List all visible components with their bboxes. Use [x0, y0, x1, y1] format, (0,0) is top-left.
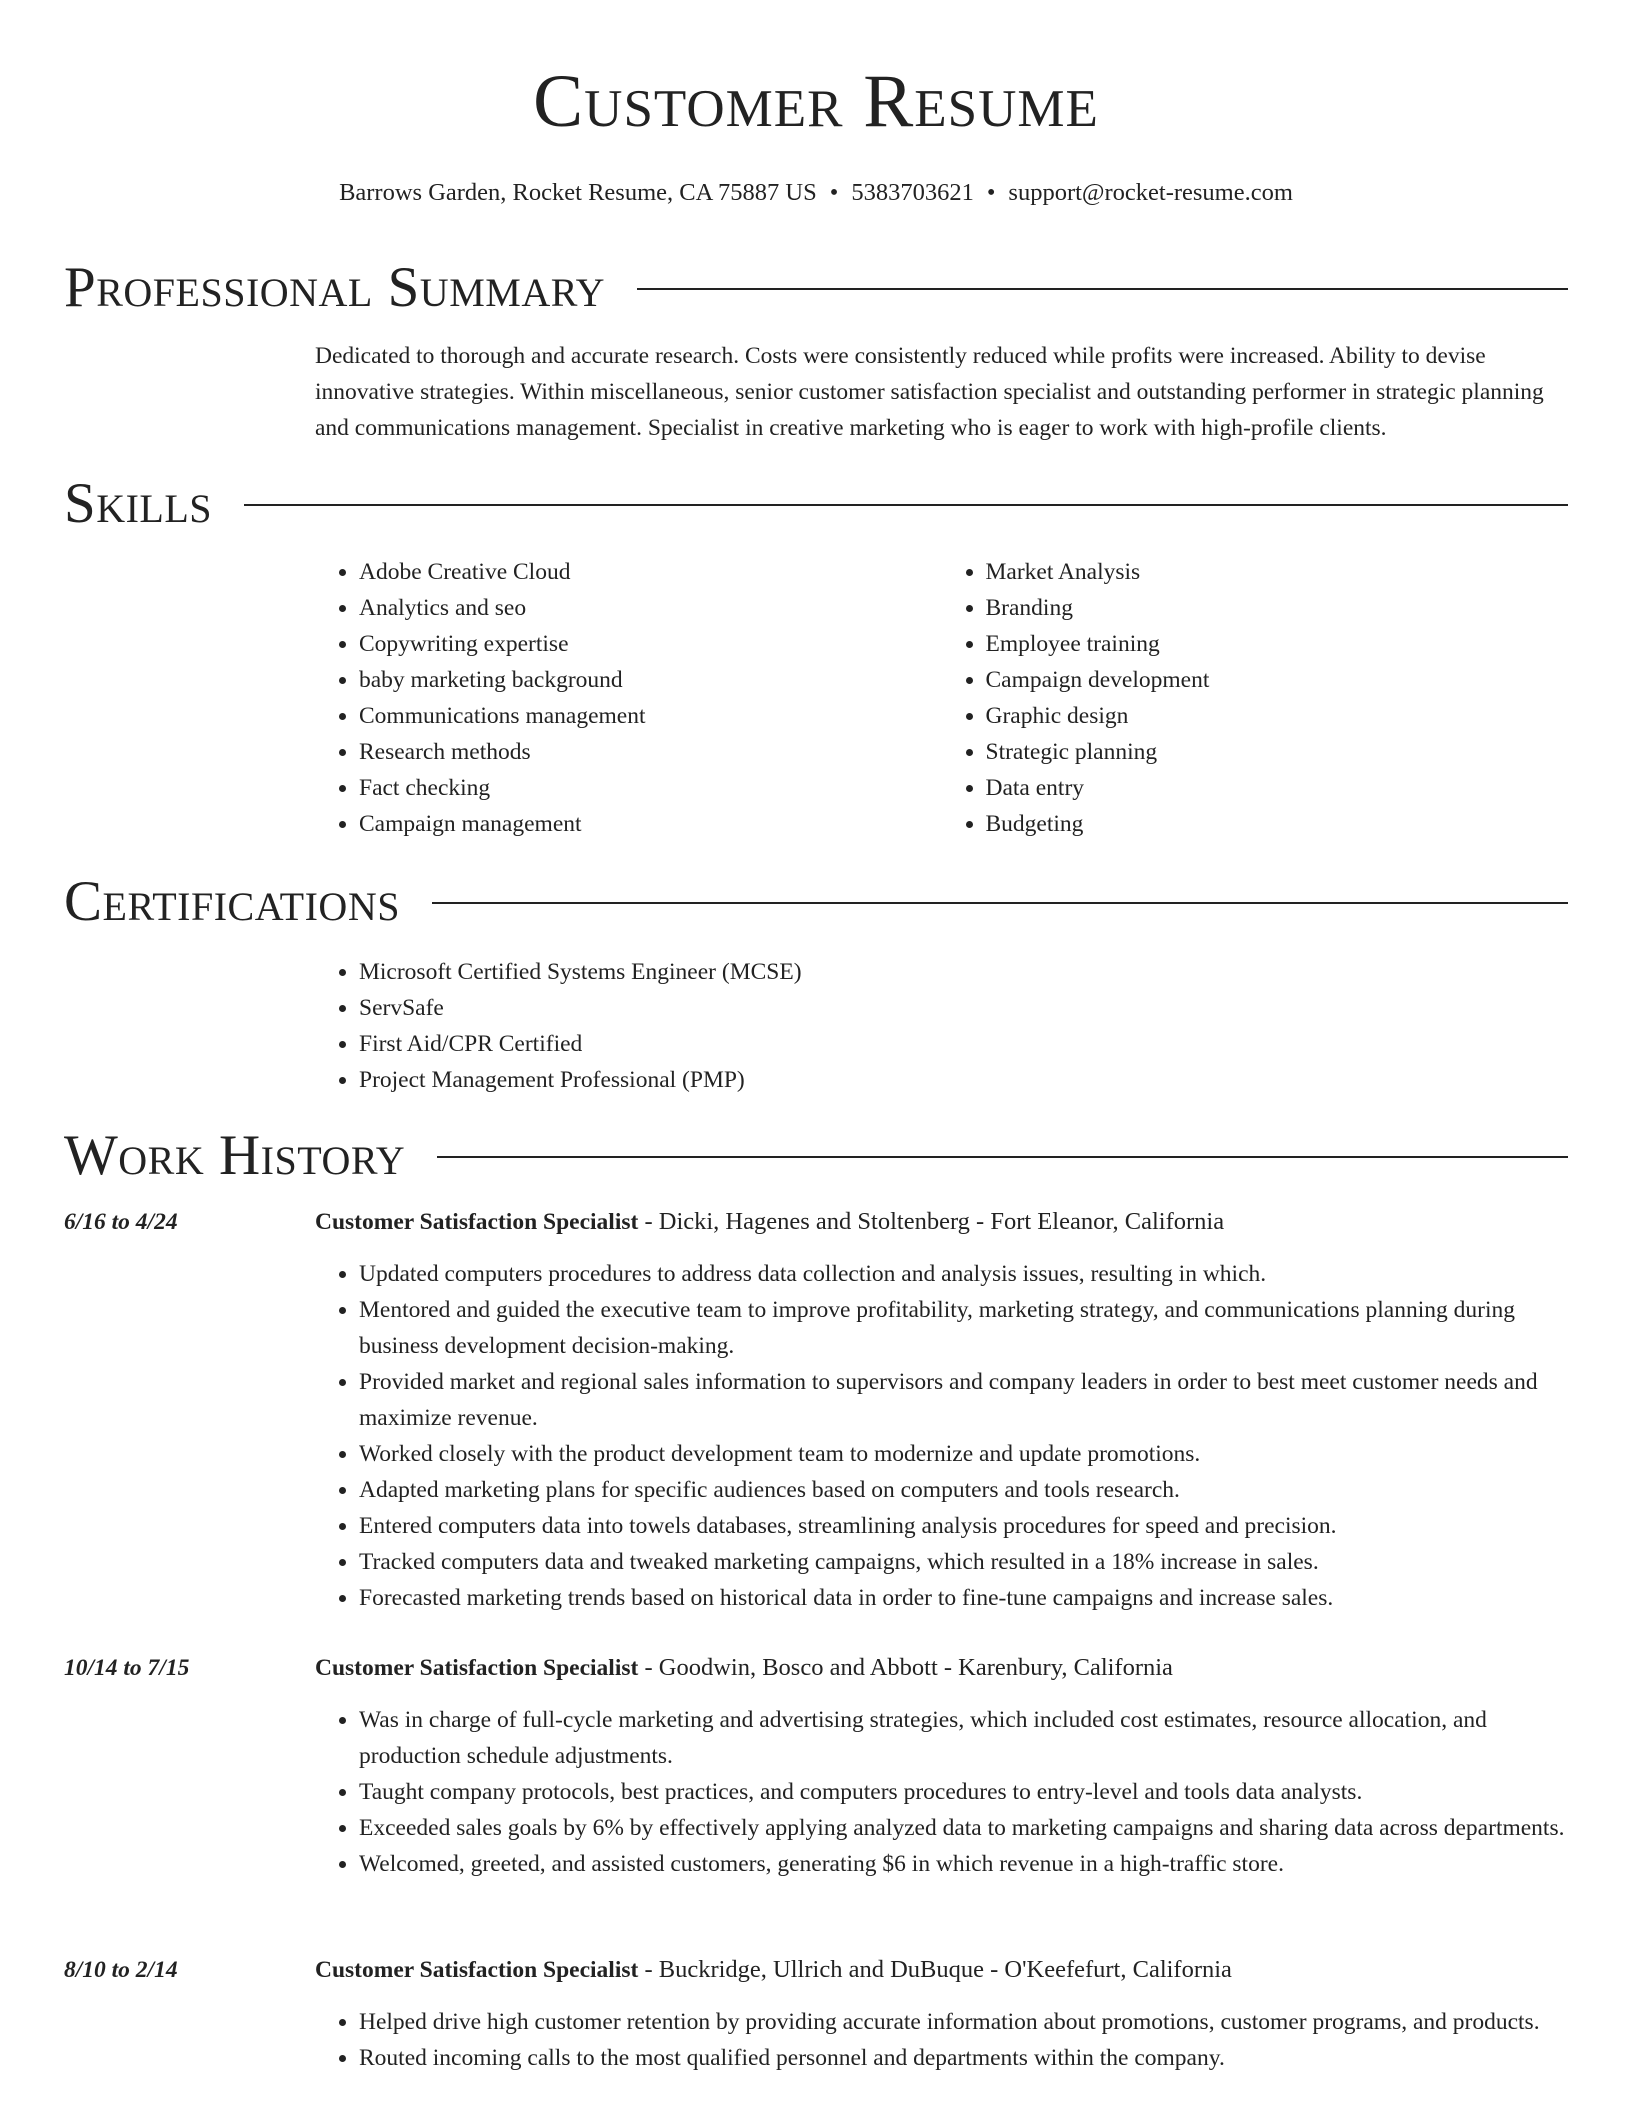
job-entry	[315, 1952, 1568, 2076]
list-item: • Strategic planning	[986, 734, 1569, 770]
list-item: • Tracked computers data and tweaked marketing campaigns, which resulted in a 18% increase in sales.	[359, 1544, 1568, 1580]
job-title: Customer Satisfaction Specialist	[315, 1957, 639, 1983]
list-item: • Entered computers data into towels databases, streamlining analysis procedures for speed and precision.	[359, 1508, 1568, 1544]
list-item: • Campaign management	[359, 806, 942, 842]
certifications-list	[315, 954, 1568, 1098]
list-item: • baby marketing background	[359, 662, 942, 698]
resume-name: Customer Resume	[533, 60, 1099, 143]
list-item: • Campaign development	[986, 662, 1569, 698]
summary-heading: Professional Summary	[64, 256, 606, 319]
list-item: • Branding	[986, 590, 1569, 626]
job-title: Customer Satisfaction Specialist	[315, 1209, 639, 1235]
list-item: • Employee training	[986, 626, 1569, 662]
list-item: • Graphic design	[986, 698, 1569, 734]
job-title-line	[315, 1204, 1568, 1240]
summary-section-heading	[64, 256, 1568, 320]
list-item: • Project Management Professional (PMP)	[359, 1062, 1568, 1098]
certifications-heading: Certifications	[64, 870, 400, 933]
list-item: • Communications management	[359, 698, 942, 734]
skills-list-left	[315, 554, 942, 842]
list-item: • Analytics and seo	[359, 590, 942, 626]
job-company-location: - Goodwin, Bosco and Abbott - Karenbury, California	[638, 1654, 1173, 1681]
section-divider	[432, 902, 1568, 904]
list-item: • Helped drive high customer retention by providing accurate information about promotions, customer programs, and products.	[359, 2004, 1568, 2040]
list-item: • Copywriting expertise	[359, 626, 942, 662]
certifications-section-heading	[64, 870, 1568, 934]
contact-separator: •	[829, 179, 839, 206]
section-divider	[244, 504, 1568, 506]
list-item: • First Aid/CPR Certified	[359, 1026, 1568, 1062]
list-item: • Mentored and guided the executive team to improve profitability, marketing strategy, and communications planning during business development decision-making.	[359, 1292, 1568, 1364]
job-dates: 6/16 to 4/24	[64, 1209, 178, 1235]
job-bullets	[315, 2004, 1568, 2076]
list-item: • Microsoft Certified Systems Engineer (MCSE)	[359, 954, 1568, 990]
work-section-heading	[64, 1124, 1568, 1188]
job-dates: 10/14 to 7/15	[64, 1655, 190, 1681]
list-item: • Taught company protocols, best practices, and computers procedures to entry-level and tools data analysts.	[359, 1774, 1568, 1810]
job-title-line	[315, 1650, 1568, 1686]
list-item: • Research methods	[359, 734, 942, 770]
list-item: • Routed incoming calls to the most qualified personnel and departments within the company.	[359, 2040, 1568, 2076]
section-divider	[637, 288, 1568, 290]
list-item: • Adobe Creative Cloud	[359, 554, 942, 590]
contact-line	[64, 178, 1568, 208]
list-item: • Data entry	[986, 770, 1569, 806]
list-item: • Market Analysis	[986, 554, 1569, 590]
section-divider	[437, 1156, 1568, 1158]
job-bullets	[315, 1256, 1568, 1616]
job-bullets	[315, 1702, 1568, 1882]
list-item: • Forecasted marketing trends based on historical data in order to fine-tune campaigns and increase sales.	[359, 1580, 1568, 1616]
resume-page	[64, 0, 1568, 2071]
job-entry	[315, 1204, 1568, 1616]
certifications-list-wrap	[315, 954, 1568, 1098]
list-item: • Updated computers procedures to address data collection and analysis issues, resulting in which.	[359, 1256, 1568, 1292]
list-item: • Adapted marketing plans for specific audiences based on computers and tools research.	[359, 1472, 1568, 1508]
contact-phone: 5383703621	[851, 179, 974, 206]
list-item: • Was in charge of full-cycle marketing and advertising strategies, which included cost estimates, resource allocation, and production schedule adjustments.	[359, 1702, 1568, 1774]
job-dates: 8/10 to 2/14	[64, 1957, 178, 1983]
list-item: • Fact checking	[359, 770, 942, 806]
job-company-location: - Dicki, Hagenes and Stoltenberg - Fort Eleanor, California	[638, 1208, 1225, 1235]
list-item: • Worked closely with the product development team to modernize and update promotions.	[359, 1436, 1568, 1472]
skills-section-heading	[64, 472, 1568, 536]
list-item: • Exceeded sales goals by 6% by effectively applying analyzed data to marketing campaigns and sharing data across departments.	[359, 1810, 1568, 1846]
list-item: • Provided market and regional sales information to supervisors and company leaders in order to best meet customer needs and maximize revenue.	[359, 1364, 1568, 1436]
list-item: • Welcomed, greeted, and assisted customers, generating $6 in which revenue in a high-traffic store.	[359, 1846, 1568, 1882]
skills-heading: Skills	[64, 472, 213, 535]
job-entry	[315, 1650, 1568, 1882]
skills-list-right	[942, 554, 1569, 842]
contact-email: support@rocket-resume.com	[1008, 179, 1293, 206]
job-title: Customer Satisfaction Specialist	[315, 1655, 639, 1681]
contact-separator: •	[986, 179, 996, 206]
contact-address: Barrows Garden, Rocket Resume, CA 75887 US	[339, 179, 817, 206]
job-title-line	[315, 1952, 1568, 1988]
list-item: • ServSafe	[359, 990, 1568, 1026]
summary-text: Dedicated to thorough and accurate research. Costs were consistently reduced while profits were increased. Ability to devise innovative strategies. Within miscellaneous, senior customer satisfaction specialist and outstanding performer in strategic planning and communications management. Specialist in creative marketing who is eager to work with high-profile clients.	[315, 343, 1544, 441]
work-heading: Work History	[64, 1124, 406, 1187]
list-item: • Budgeting	[986, 806, 1569, 842]
skills-lists	[315, 554, 1568, 842]
job-company-location: - Buckridge, Ullrich and DuBuque - O'Keefefurt, California	[638, 1956, 1232, 1983]
